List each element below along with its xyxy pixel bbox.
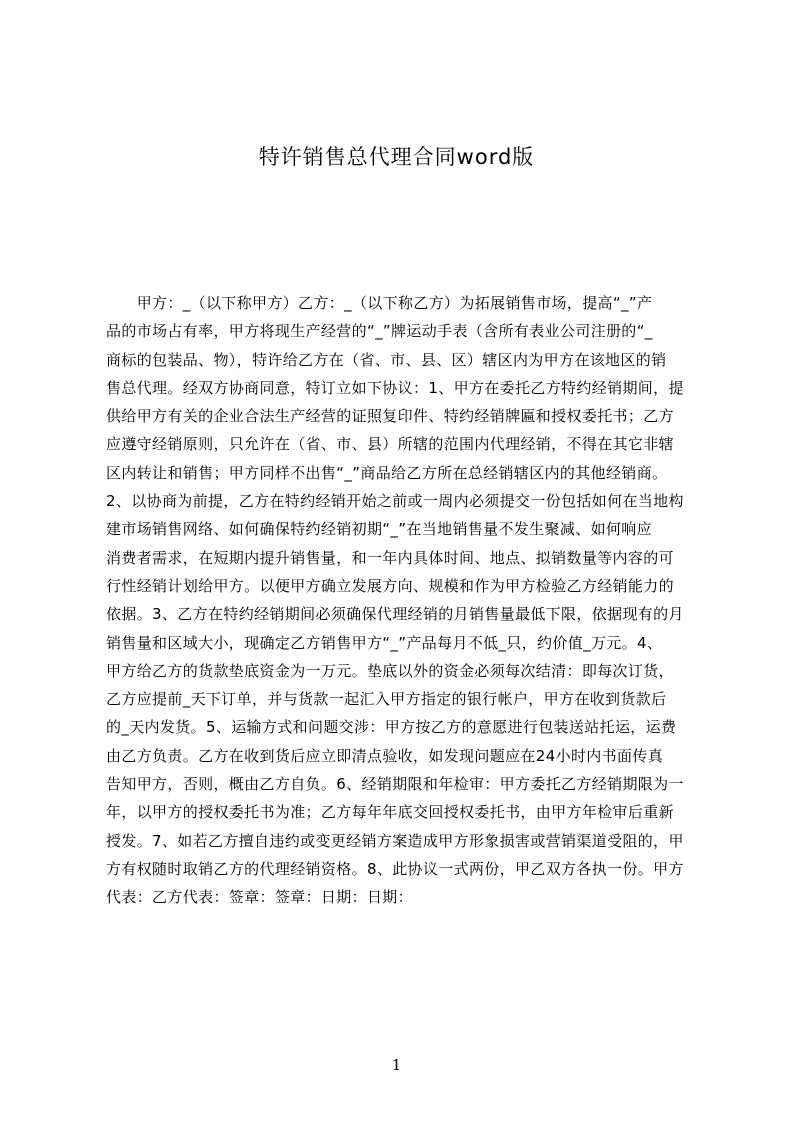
body-line: 代表：乙方代表：签章：签章：日期：日期： (106, 888, 414, 907)
body-line: 依据。3、乙方在特约经销期间必须确保代理经销的月销售量最低下限，依据现有的月 (106, 605, 684, 624)
body-line: 乙方应提前_天下订单，并与货款一起汇入甲方指定的银行帐户，甲方在收到货款后 (106, 690, 667, 709)
page-number: 1 (391, 1056, 402, 1074)
body-line: 区内转让和销售；甲方同样不出售“_”商品给乙方所在总经销辖区内的其他经销商。 (106, 463, 668, 482)
body-line: 甲方给乙方的货款垫底资金为一万元。垫底以外的资金必须每次结清：即每次订货， (106, 661, 674, 680)
body-line: 消费者需求，在短期内提升销售量，和一年内具体时间、地点、拟销数量等内容的可 (106, 548, 674, 567)
body-line: 行性经销计划给甲方。以便甲方确立发展方向、规模和作为甲方检验乙方经销能力的 (106, 576, 674, 595)
body-line: 售总代理。经双方协商同意，特订立如下协议：1、甲方在委托乙方特约经销期间，提 (106, 378, 684, 397)
contract-body (106, 289, 696, 912)
body-line: 商标的包装品、物），特许给乙方在（省、市、县、区）辖区内为甲方在该地区的销 (106, 350, 667, 369)
body-line: 告知甲方，否则，概由乙方自负。6、经销期限和年检审：甲方委托乙方经销期限为一 (106, 775, 684, 794)
body-line: 的_天内发货。5、运输方式和问题交涉：甲方按乙方的意愿进行包装送站托运，运费 (106, 718, 677, 737)
body-line: 方有权随时取销乙方的代理经销资格。8、此协议一式两份，甲乙双方各执一份。甲方 (106, 859, 684, 878)
body-line: 2、以协商为前提，乙方在特约经销开始之前或一周内必须提交一份包括如何在当地构 (106, 492, 684, 511)
body-line: 供给甲方有关的企业合法生产经营的证照复印件、特约经销牌匾和授权委托书；乙方 (106, 407, 674, 426)
document-title: 特许销售总代理合同word版 (258, 145, 535, 169)
body-line: 由乙方负责。乙方在收到货后应立即清点验收，如发现问题应在24小时内书面传真 (106, 746, 664, 765)
body-line: 授发。7、如若乙方擅自违约或变更经销方案造成甲方形象损害或营销渠道受阻的，甲 (106, 831, 684, 850)
body-line: 甲方：_（以下称甲方）乙方：_（以下称乙方）为拓展销售市场，提高“_”产 (106, 294, 653, 312)
body-line: 品的市场占有率，甲方将现生产经营的“_”牌运动手表（含所有表业公司注册的“_ (106, 322, 653, 341)
body-line: 销售量和区域大小，现确定乙方销售甲方“_”产品每月不低_只，约价值_万元。4、 (106, 633, 663, 652)
body-line: 年，以甲方的授权委托书为准；乙方每年年底交回授权委托书，由甲方年检审后重新 (106, 803, 674, 822)
body-line: 应遵守经销原则，只允许在（省、市、县）所辖的范围内代理经销，不得在其它非辖 (106, 435, 674, 454)
body-line: 建市场销售网络、如何确保特约经销初期“_”在当地销售量不发生聚减、如何响应 (106, 520, 652, 539)
